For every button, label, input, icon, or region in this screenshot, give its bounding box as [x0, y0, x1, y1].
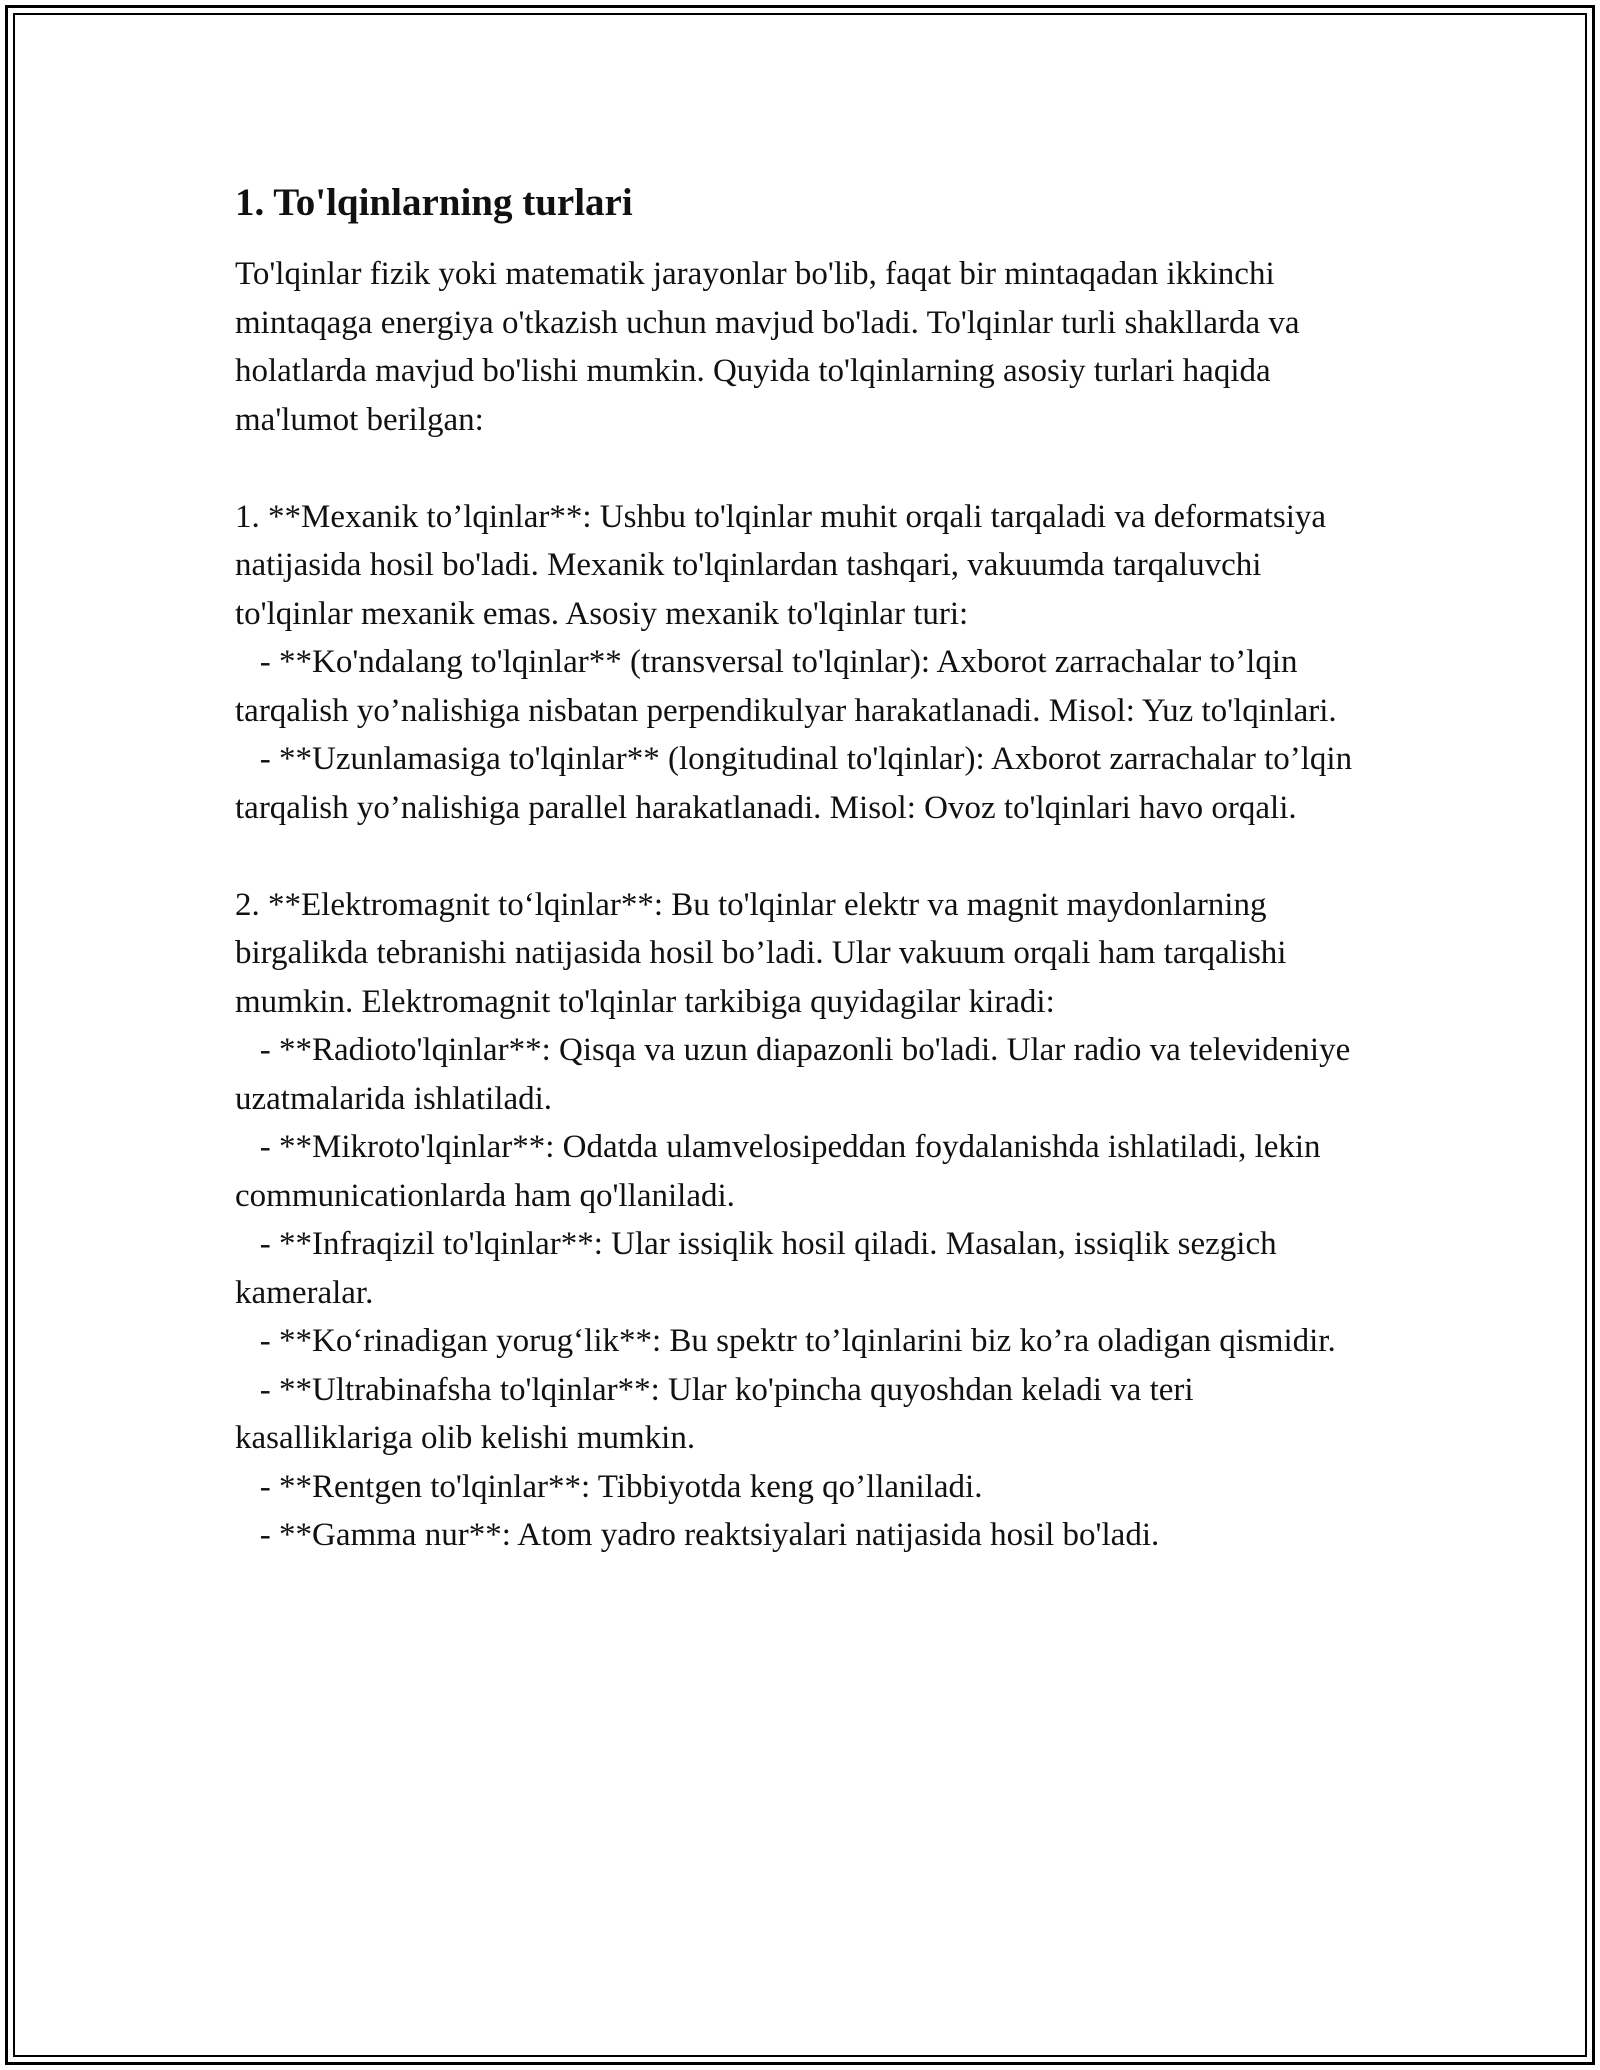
- list-item: - **Rentgen to'lqinlar**: Tibbiyotda keng qo’llaniladi.: [235, 1468, 983, 1505]
- mechanical-waves-heading: 1. **Mexanik to’lqinlar**: Ushbu to'lqinlar muhit orqali tarqaladi va deformatsiya natijasida hosil bo'ladi. Mexanik to'lqinlardan tashqari, vakuumda tarqaluvchi to'lqinlar mexanik emas. Asosiy mexanik to'lqinlar turi:: [235, 498, 1335, 632]
- list-item: - **Uzunlamasiga to'lqinlar** (longitudinal to'lqinlar): Axborot zarrachalar to’lqin tarqalish yo’nalishiga parallel harakatlanadi. Misol: Ovoz to'lqinlari havo orqali.: [235, 741, 1361, 826]
- document-text: [235, 250, 1365, 1560]
- document-body: [235, 180, 1365, 1560]
- page-title: 1. To'lqinlarning turlari: [235, 181, 633, 224]
- list-item: - **Infraqizil to'lqinlar**: Ular issiqlik hosil qiladi. Masalan, issiqlik sezgich kameralar.: [235, 1226, 1285, 1311]
- list-item: - **Gamma nur**: Atom yadro reaktsiyalari natijasida hosil bo'ladi.: [235, 1517, 1160, 1553]
- list-item: - **Ko'ndalang to'lqinlar** (transversal to'lqinlar): Axborot zarrachalar to’lqin tarqalish yo’nalishiga nisbatan perpendikulyar harakatlanadi. Misol: Yuz to'lqinlari.: [235, 644, 1337, 729]
- intro-paragraph: To'lqinlar fizik yoki matematik jarayonlar bo'lib, faqat bir mintaqadan ikkinchi mintaqaga energiya o'tkazish uchun mavjud bo'ladi. To'lqinlar turli shakllarda va holatlarda mavjud bo'lishi mumkin. Quyida to'lqinlarning asosiy turlari haqida ma'lumot berilgan:: [235, 256, 1308, 438]
- electromagnetic-waves-heading: 2. **Elektromagnit to‘lqinlar**: Bu to'lqinlar elektr va magnit maydonlarning birgalikda tebranishi natijasida hosil bo’ladi. Ular vakuum orqali ham tarqalishi mumkin. Elektromagnit to'lqinlar tarkibiga quyidagilar kiradi:: [235, 886, 1295, 1020]
- list-item: - **Ko‘rinadigan yorug‘lik**: Bu spektr to’lqinlarini biz ko’ra oladigan qismidir.: [235, 1323, 1336, 1359]
- list-item: - **Mikroto'lqinlar**: Odatda ulamvelosipeddan foydalanishda ishlatiladi, lekin communicationlarda ham qo'llaniladi.: [235, 1129, 1329, 1214]
- list-item: - **Radioto'lqinlar**: Qisqa va uzun diapazonli bo'ladi. Ular radio va televideniye uzatmalarida ishlatiladi.: [235, 1032, 1359, 1117]
- list-item: - **Ultrabinafsha to'lqinlar**: Ular ko'pincha quyoshdan keladi va teri kasalliklariga olib kelishi mumkin.: [235, 1371, 1202, 1456]
